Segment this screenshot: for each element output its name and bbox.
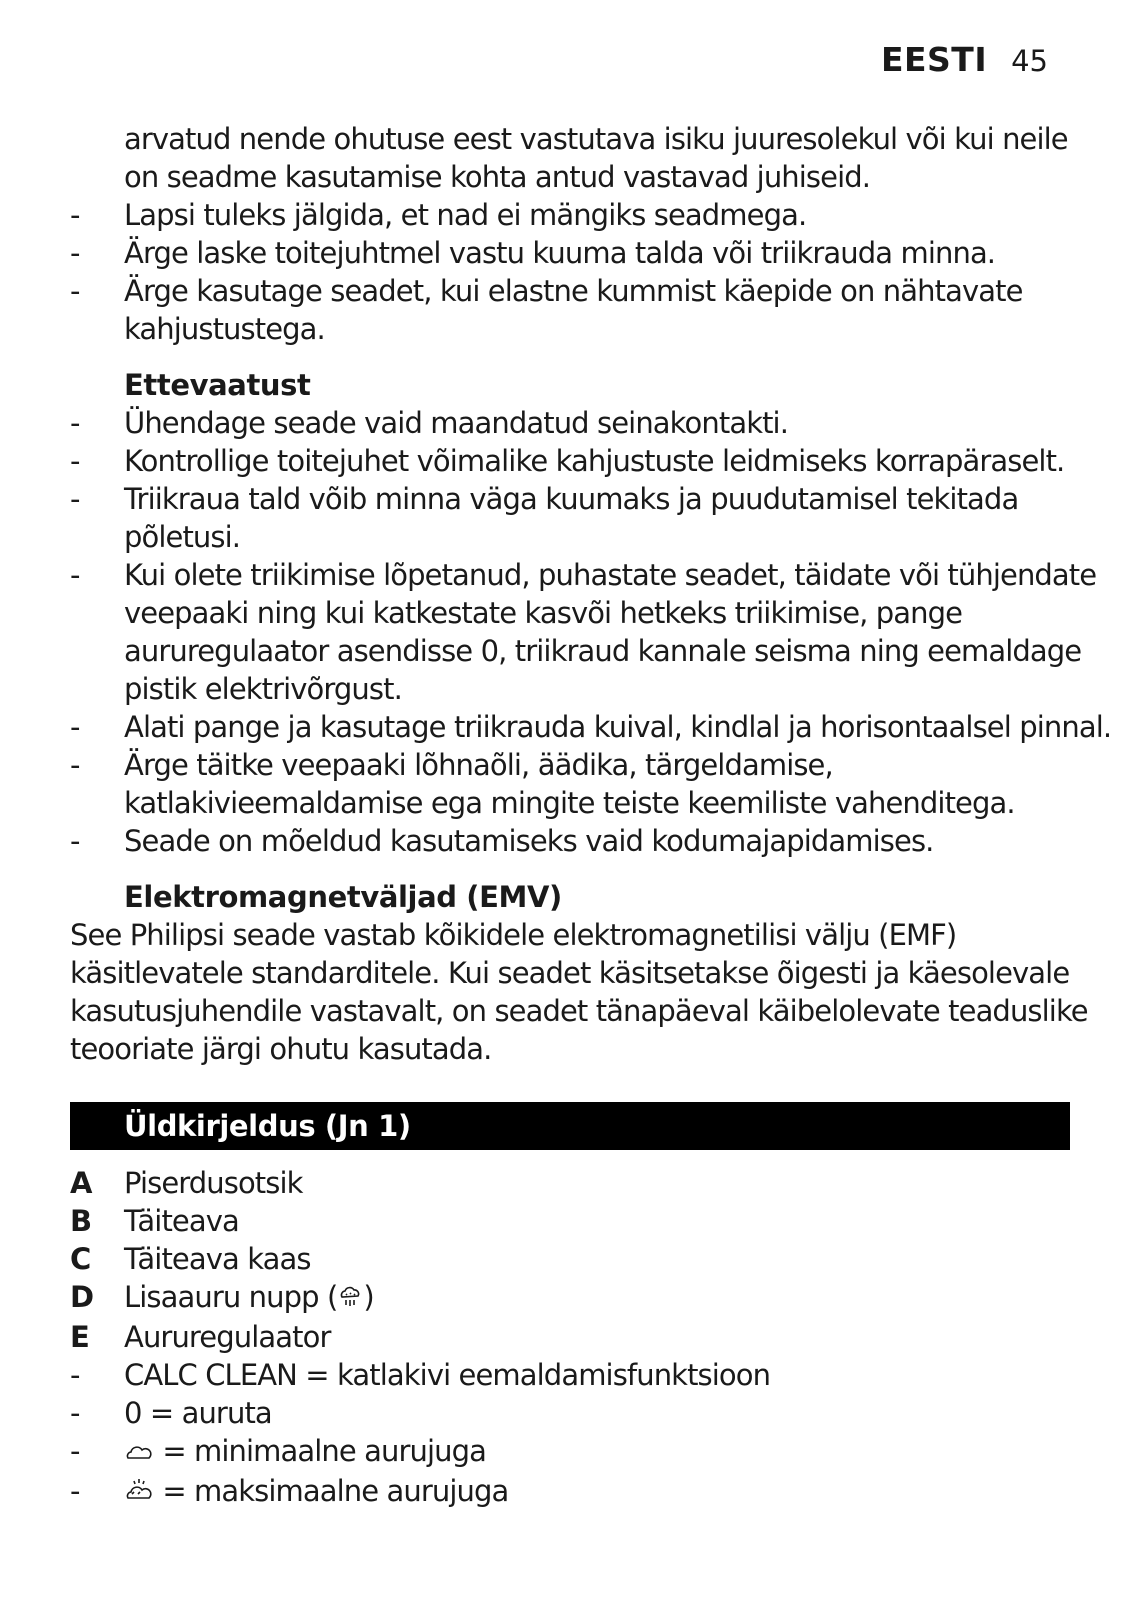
setting-item	[70, 1472, 1070, 1512]
emv-heading: Elektromagnetväljad (EMV)	[124, 880, 562, 914]
list-item-text: Lapsi tuleks jälgida, et nad ei mängiks seadmega.	[124, 198, 807, 232]
component-label-suffix: )	[363, 1280, 374, 1314]
component-item	[70, 1278, 1070, 1318]
setting-label: = minimaalne aurujuga	[154, 1434, 487, 1468]
list-item-text: pistik elektrivõrgust.	[124, 672, 402, 706]
caution-list	[70, 404, 1112, 860]
list-item-text: Ärge laske toitejuhtmel vastu kuuma talda või triikrauda minna.	[124, 236, 996, 270]
component-label: Lisaauru nupp (	[124, 1280, 338, 1314]
language-label: EESTI	[880, 40, 988, 79]
component-item	[70, 1202, 1070, 1240]
emv-paragraph	[70, 916, 1088, 1068]
list-item-text: Triikraua tald võib minna väga kuumaks ja puudutamisel tekitada	[124, 482, 1019, 516]
page-header	[881, 40, 1048, 88]
bullet-dash: -	[70, 198, 80, 232]
setting-item	[70, 1394, 1070, 1432]
component-letter: A	[70, 1166, 93, 1200]
component-letter: E	[70, 1320, 90, 1354]
bullet-dash: -	[70, 748, 80, 782]
caution-heading: Ettevaatust	[124, 368, 311, 402]
list-item	[70, 310, 1070, 348]
list-item	[70, 234, 1070, 272]
list-item	[70, 158, 1070, 196]
list-item	[70, 594, 1070, 632]
list-item-text: Kontrollige toitejuhet võimalike kahjustuste leidmiseks korrapäraselt.	[124, 444, 1065, 478]
list-item-text: Seade on mõeldud kasutamiseks vaid kodumajapidamises.	[124, 824, 934, 858]
bullet-dash: -	[70, 482, 80, 516]
min-steam-icon	[124, 1434, 154, 1472]
bullet-dash: -	[70, 444, 80, 478]
bullet-dash: -	[70, 1358, 80, 1392]
bullet-dash: -	[70, 1396, 80, 1430]
list-item	[70, 404, 1070, 442]
overview-heading-bar	[70, 1102, 1070, 1150]
setting-label: 0 = auruta	[124, 1396, 272, 1430]
component-list	[70, 1164, 1070, 1512]
list-item-text: Ühendage seade vaid maandatud seinakontakti.	[124, 406, 789, 440]
list-item	[70, 632, 1082, 670]
list-item	[70, 480, 1070, 518]
component-item	[70, 1164, 1070, 1202]
component-item	[70, 1318, 1070, 1356]
max-steam-icon	[124, 1474, 154, 1512]
setting-label: CALC CLEAN = katlakivi eemaldamisfunktsioon	[124, 1358, 771, 1392]
component-label: Piserdusotsik	[124, 1166, 303, 1200]
list-item-text: Kui olete triikimise lõpetanud, puhastate seadet, täidate või tühjendate	[124, 558, 1097, 592]
list-item	[70, 670, 1070, 708]
list-item	[70, 442, 1070, 480]
component-item	[70, 1240, 1070, 1278]
paragraph-line: käsitlevatele standarditele. Kui seadet käsitsetakse õigesti ja käesolevale	[70, 956, 1070, 990]
bullet-dash: -	[70, 824, 80, 858]
list-item-text: on seadme kasutamise kohta antud vastavad juhiseid.	[124, 160, 871, 194]
setting-item	[70, 1432, 1070, 1472]
setting-label: = maksimaalne aurujuga	[154, 1474, 509, 1508]
list-item	[70, 784, 1070, 822]
component-label: Aururegulaator	[124, 1320, 331, 1354]
page-content	[70, 120, 1112, 1512]
bullet-dash: -	[70, 558, 80, 592]
list-item	[70, 708, 1112, 746]
steam-shot-icon	[337, 1280, 363, 1318]
component-letter: D	[70, 1280, 95, 1314]
list-item	[70, 822, 1070, 860]
list-item-text: Ärge täitke veepaaki lõhnaõli, äädika, tärgeldamise,	[124, 748, 833, 782]
list-item-text: katlakivieemaldamise ega mingite teiste keemiliste vahenditega.	[124, 786, 1015, 820]
paragraph-line: See Philipsi seade vastab kõikidele elektromagnetilisi välju (EMF)	[70, 918, 957, 952]
list-item-text: kahjustustega.	[124, 312, 325, 346]
component-letter: C	[70, 1242, 92, 1276]
bullet-dash: -	[70, 710, 80, 744]
list-item-text: veepaaki ning kui katkestate kasvõi hetkeks triikimise, pange	[124, 596, 963, 630]
list-item-text: Ärge kasutage seadet, kui elastne kummist käepide on nähtavate	[124, 274, 1023, 308]
intro-list	[70, 120, 1070, 348]
list-item	[70, 120, 1070, 158]
page-number: 45	[1011, 44, 1048, 78]
bullet-dash: -	[70, 236, 80, 270]
list-item-text: aururegulaator asendisse 0, triikraud kannale seisma ning eemaldage	[124, 634, 1082, 668]
list-item	[70, 556, 1097, 594]
component-label: Täiteava	[124, 1204, 239, 1238]
bullet-dash: -	[70, 406, 80, 440]
overview-heading: Üldkirjeldus (Jn 1)	[124, 1109, 411, 1143]
list-item	[70, 746, 1070, 784]
paragraph-line: kasutusjuhendile vastavalt, on seadet tänapäeval käibelolevate teaduslike	[70, 994, 1088, 1028]
list-item	[70, 196, 1070, 234]
component-letter: B	[70, 1204, 93, 1238]
bullet-dash: -	[70, 1474, 80, 1508]
setting-item	[70, 1356, 1070, 1394]
bullet-dash: -	[70, 1434, 80, 1468]
list-item-text: arvatud nende ohutuse eest vastutava isiku juuresolekul või kui neile	[124, 122, 1068, 156]
list-item	[70, 518, 1070, 556]
paragraph-line: teooriate järgi ohutu kasutada.	[70, 1032, 492, 1066]
bullet-dash: -	[70, 274, 80, 308]
list-item	[70, 272, 1070, 310]
list-item-text: Alati pange ja kasutage triikrauda kuival, kindlal ja horisontaalsel pinnal.	[124, 710, 1112, 744]
component-label: Täiteava kaas	[124, 1242, 311, 1276]
list-item-text: põletusi.	[124, 520, 241, 554]
